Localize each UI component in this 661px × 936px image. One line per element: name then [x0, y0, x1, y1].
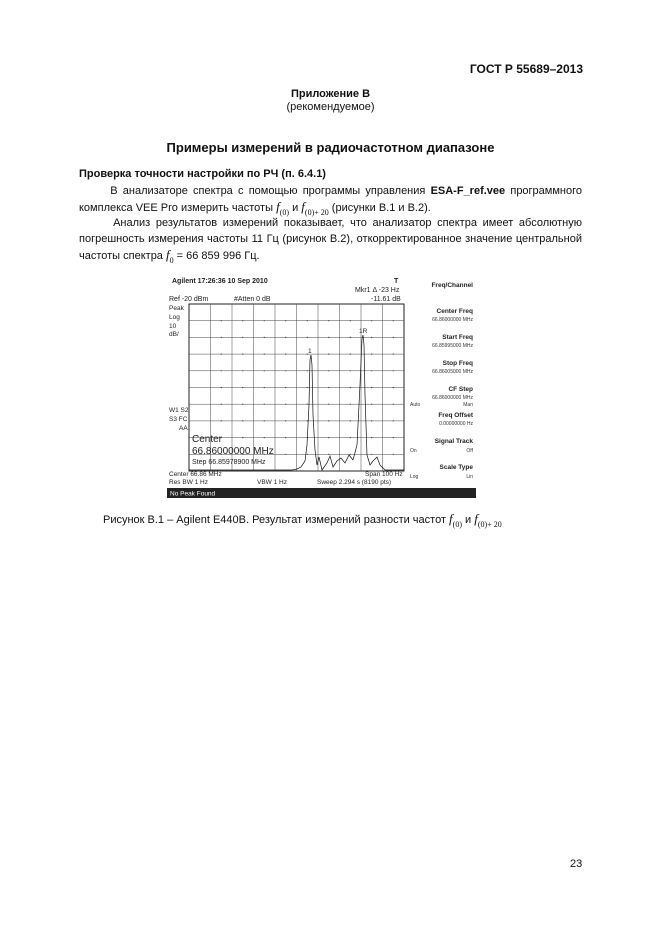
grid-dot — [264, 337, 265, 338]
softkey-option-right: Lin — [466, 474, 473, 480]
marker-1r-label: 1R — [359, 328, 368, 335]
softkey-label[interactable]: Stop Freq — [442, 360, 473, 367]
status-message: No Peak Found — [170, 490, 216, 498]
appendix-title: Приложение В — [290, 88, 371, 100]
grid-dot — [393, 354, 394, 355]
appendix-subtitle: (рекомендуемое) — [286, 101, 375, 113]
grid-dot — [221, 354, 222, 355]
grid-dot — [242, 337, 243, 338]
grid-dot — [307, 337, 308, 338]
res-bw-readout: Res BW 1 Hz — [169, 479, 209, 486]
grid-dot — [350, 454, 351, 455]
center-freq-readout: Center 66.86 MHz — [169, 471, 222, 478]
grid-dot — [393, 337, 394, 338]
grid-dot — [307, 404, 308, 405]
grid-dot — [221, 320, 222, 321]
grid-dot — [371, 320, 372, 321]
grid-dot — [307, 420, 308, 421]
grid-dot — [328, 420, 329, 421]
grid-dot — [393, 387, 394, 388]
softkey-label[interactable]: Freq/Channel — [431, 282, 473, 289]
grid-dot — [264, 437, 265, 438]
grid-dot — [242, 437, 243, 438]
grid-dot — [221, 387, 222, 388]
grid-dot — [285, 454, 286, 455]
page-number: 23 — [570, 858, 583, 870]
grid-dot — [328, 404, 329, 405]
grid-dot — [307, 454, 308, 455]
softkey-label[interactable]: Scale Type — [439, 464, 473, 471]
grid-dot — [285, 337, 286, 338]
grid-dot — [264, 404, 265, 405]
grid-dot — [328, 337, 329, 338]
grid-dot — [221, 370, 222, 371]
grid-dot — [264, 354, 265, 355]
grid-dot — [328, 320, 329, 321]
grid-dot — [350, 404, 351, 405]
grid-dot — [242, 387, 243, 388]
marker-delta-freq: Mkr1 Δ -23 Hz — [355, 287, 400, 294]
softkey-value: 66.85995000 MHz — [432, 343, 473, 349]
section-title: Примеры измерений в радиочастотном диапазоне — [166, 140, 495, 155]
scale-unit: dB/ — [169, 331, 179, 338]
grid-dot — [242, 320, 243, 321]
marker-delta-level: -11.61 dB — [371, 296, 401, 303]
grid-dot — [242, 420, 243, 421]
sweep-readout: Sweep 2.294 s (8190 pts) — [317, 479, 392, 486]
spectrum-analyzer-screenshot — [167, 275, 476, 502]
span-readout: Span 100 Hz — [365, 471, 403, 478]
grid-dot — [285, 404, 286, 405]
figure-caption: Рисунок В.1 – Agilent E440B. Результат измерений разности частот $f_{(0)}$ и $f_{(0)+ 20}$ — [103, 511, 502, 529]
grid-dot — [350, 354, 351, 355]
grid-dot — [264, 320, 265, 321]
softkey-option-left: Log — [410, 474, 419, 480]
softkey-option-right: Man — [463, 402, 473, 408]
grid-dot — [371, 387, 372, 388]
grid-dot — [371, 337, 372, 338]
grid-dot — [221, 420, 222, 421]
center-overlay-value: 66.86000000 MHz — [192, 446, 274, 457]
grid-dot — [328, 387, 329, 388]
grid-dot — [350, 370, 351, 371]
trace-aa-label: AA — [179, 425, 188, 432]
grid-dot — [350, 420, 351, 421]
grid-dot — [264, 420, 265, 421]
grid-dot — [307, 320, 308, 321]
attenuation: #Atten 0 dB — [234, 296, 271, 303]
grid-dot — [393, 370, 394, 371]
grid-dot — [371, 370, 372, 371]
grid-dot — [371, 420, 372, 421]
softkey-label[interactable]: Center Freq — [436, 308, 473, 315]
softkey-value: 66.86000000 MHz — [432, 395, 473, 401]
grid-dot — [285, 387, 286, 388]
ref-level: Ref -20 dBm — [169, 296, 209, 303]
scale-log-label: Log — [169, 314, 180, 321]
softkey-value: 66.86000000 MHz — [432, 317, 473, 323]
grid-dot — [350, 387, 351, 388]
grid-dot — [285, 320, 286, 321]
grid-dot — [371, 404, 372, 405]
grid-dot — [285, 437, 286, 438]
grid-dot — [264, 387, 265, 388]
grid-dot — [393, 454, 394, 455]
standard-number: ГОСТ Р 55689–2013 — [469, 62, 583, 76]
paragraph-1: В анализаторе спектра с помощью программы управления ESA-F_ref.vee программного комплекса VEE Pro измерить частоты $f_{(0)}$ и $f_{(0)+ 20}$ (рисунки В.1 и В.2). — [79, 185, 583, 217]
step-overlay-value: Step 66.85978900 MHz — [192, 459, 266, 466]
softkey-option-left: On — [410, 448, 417, 454]
grid-dot — [393, 320, 394, 321]
program-name: ESA-F_ref.vee — [430, 185, 506, 197]
softkey-option-right: Off — [466, 448, 473, 454]
detector-label: Peak — [169, 305, 184, 312]
analyzer-top-bar: Agilent 17:26:36 10 Sep 2010 — [172, 278, 268, 285]
grid-dot — [285, 354, 286, 355]
grid-dot — [350, 337, 351, 338]
grid-dot — [328, 370, 329, 371]
scale-value: 10 — [169, 323, 177, 330]
grid-dot — [242, 404, 243, 405]
softkey-label[interactable]: CF Step — [448, 386, 473, 393]
grid-dot — [328, 454, 329, 455]
center-overlay-label: Center — [192, 434, 223, 445]
grid-dot — [393, 404, 394, 405]
grid-dot — [307, 370, 308, 371]
grid-dot — [371, 437, 372, 438]
grid-dot — [371, 354, 372, 355]
grid-dot — [285, 420, 286, 421]
grid-dot — [264, 370, 265, 371]
analyzer-trigger-mark: T — [394, 278, 399, 285]
grid-dot — [307, 387, 308, 388]
grid-dot — [285, 370, 286, 371]
softkey-label[interactable]: Freq Offset — [438, 412, 473, 419]
softkey-option-left: Auto — [410, 402, 421, 408]
trace-w1-label: W1 S2 — [169, 407, 189, 414]
grid-dot — [328, 354, 329, 355]
grid-dot — [350, 437, 351, 438]
marker-1-label: 1 — [308, 348, 312, 355]
softkey-menu — [410, 282, 474, 480]
subsection-title: Проверка точности настройки по РЧ (п. 6.4.1) — [79, 168, 326, 180]
softkey-label[interactable]: Start Freq — [442, 334, 473, 341]
grid-dot — [393, 437, 394, 438]
grid-dot — [393, 420, 394, 421]
grid-dot — [242, 354, 243, 355]
grid-dot — [221, 337, 222, 338]
softkey-value: 0.00000000 Hz — [439, 421, 473, 427]
trace-s3-label: S3 FC — [169, 416, 188, 423]
paragraph-2: Анализ результатов измерений показывает, что анализатор спектра имеет абсолютную погрешность измерения частоты 11 Гц (рисунок В.2), откорректированное значение центральной частоты спектра $f_0 = 66$ 859 996 Гц. — [79, 217, 582, 265]
softkey-label[interactable]: Signal Track — [434, 438, 473, 445]
softkey-value: 66.86005000 MHz — [432, 369, 473, 375]
grid-dot — [328, 437, 329, 438]
grid-dot — [221, 404, 222, 405]
grid-dot — [350, 320, 351, 321]
vbw-readout: VBW 1 Hz — [257, 479, 287, 486]
grid-dot — [371, 454, 372, 455]
grid-dot — [242, 370, 243, 371]
